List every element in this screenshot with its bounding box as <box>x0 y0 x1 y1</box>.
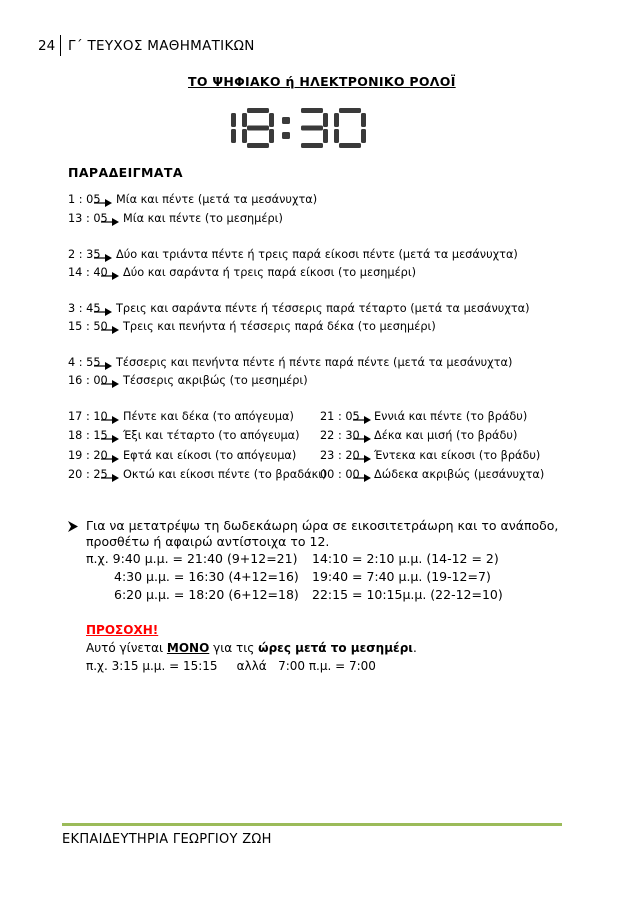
attention-text-mid: για τις <box>209 641 259 655</box>
example-row-right <box>320 449 638 465</box>
example-time: 23 : 20 <box>320 449 360 462</box>
example-time: 13 : 05 <box>68 212 108 225</box>
segment-c <box>231 129 236 143</box>
example-arrow <box>94 360 112 368</box>
example-arrow <box>353 433 371 441</box>
digital-clock <box>204 108 376 154</box>
arrow-right-icon <box>353 416 371 424</box>
example-text: Μία και πέντε (το μεσημέρι) <box>123 212 283 225</box>
example-text: Δύο και τριάντα πέντε ή τρεις παρά είκοσι πέντε (μετά τα μεσάνυχτα) <box>116 248 518 261</box>
example-text: Δύο και σαράντα ή τρεις παρά είκοσι (το μεσημέρι) <box>123 266 417 279</box>
segment-b <box>231 113 236 127</box>
arrow-right-icon <box>94 362 112 370</box>
arrow-right-icon <box>353 455 371 463</box>
example-time: 2 : 35 <box>68 248 101 261</box>
clock-display <box>204 108 376 150</box>
arrow-right-icon <box>101 435 119 443</box>
colon-dot <box>282 117 290 124</box>
example-arrow <box>101 270 119 278</box>
segment-d <box>301 143 323 148</box>
conversion-right-2: 19:40 = 7:40 μ.μ. (19-12=7) <box>312 569 491 584</box>
example-arrow <box>101 433 119 441</box>
segment-d <box>247 143 269 148</box>
example-arrow <box>101 453 119 461</box>
example-arrow <box>94 252 112 260</box>
example-time: 3 : 45 <box>68 302 101 315</box>
example-row <box>68 374 608 390</box>
example-row-right <box>320 410 638 426</box>
arrow-right-icon <box>94 254 112 262</box>
example-text: Τέσσερις και πενήντα πέντε ή πέντε παρά πέντε (μετά τα μεσάνυχτα) <box>116 356 513 369</box>
example-row <box>68 193 608 209</box>
example-arrow <box>101 324 119 332</box>
example-text: Τρεις και σαράντα πέντε ή τέσσερις παρά τέταρτο (μετά τα μεσάνυχτα) <box>116 302 530 315</box>
arrow-right-icon <box>94 199 112 207</box>
arrow-right-icon <box>101 380 119 388</box>
example-time: 21 : 05 <box>320 410 360 423</box>
segment-g <box>247 126 269 131</box>
header-title: Γ΄ ΤΕΥΧΟΣ ΜΑΘΗΜΑΤΙΚΩΝ <box>68 38 255 54</box>
example-text: Εφτά και είκοσι (το απόγευμα) <box>123 449 297 462</box>
attention-text-pre: Αυτό γίνεται <box>86 641 167 655</box>
segment-d <box>339 143 361 148</box>
segment-f <box>242 113 247 127</box>
attention-line-1 <box>86 641 417 655</box>
example-row <box>68 302 608 318</box>
attention-line-2: π.χ. 3:15 μ.μ. = 15:15 αλλά 7:00 π.μ. = 7:00 <box>86 659 376 673</box>
example-arrow <box>101 472 119 480</box>
example-row <box>68 266 608 282</box>
example-row <box>68 212 608 228</box>
bullet-arrow-icon <box>68 521 78 532</box>
arrow-right-icon <box>353 474 371 482</box>
example-arrow <box>353 453 371 461</box>
segment-g <box>301 126 323 131</box>
example-text: Εννιά και πέντε (το βράδυ) <box>374 410 528 423</box>
example-text: Δώδεκα ακριβώς (μεσάνυχτα) <box>374 468 545 481</box>
attention-text-end: . <box>412 641 417 655</box>
example-row-right <box>320 429 638 445</box>
conversion-right-3: 22:15 = 10:15μ.μ. (22-12=10) <box>312 587 503 602</box>
segment-c <box>361 129 366 143</box>
attention-mono: ΜΟΝΟ <box>166 641 210 655</box>
arrow-right-icon <box>101 455 119 463</box>
example-text: Έντεκα και είκοσι (το βράδυ) <box>374 449 541 462</box>
conversion-right-1: 14:10 = 2:10 μ.μ. (14-12 = 2) <box>312 551 499 566</box>
example-time: 15 : 50 <box>68 320 108 333</box>
example-time: 22 : 30 <box>320 429 360 442</box>
segment-c <box>323 129 328 143</box>
examples-title: ΠΑΡΑΔΕΙΓΜΑΤΑ <box>68 165 183 180</box>
example-time: 19 : 20 <box>68 449 108 462</box>
example-text: Δέκα και μισή (το βράδυ) <box>374 429 518 442</box>
rule-line-2: προσθέτω ή αφαιρώ αντίστοιχα το 12. <box>86 534 330 549</box>
example-arrow <box>101 378 119 386</box>
example-time: 20 : 25 <box>68 468 108 481</box>
example-text: Τρεις και πενήντα ή τέσσερις παρά δέκα (το μεσημέρι) <box>123 320 436 333</box>
example-text: Μία και πέντε (μετά τα μεσάνυχτα) <box>116 193 318 206</box>
segment-c <box>269 129 274 143</box>
example-arrow <box>101 216 119 224</box>
footer-line <box>62 823 562 826</box>
example-arrow <box>94 197 112 205</box>
arrow-right-icon <box>101 272 119 280</box>
example-text: Πέντε και δέκα (το απόγευμα) <box>123 410 294 423</box>
segment-b <box>361 113 366 127</box>
conversion-left-2: 4:30 μ.μ. = 16:30 (4+12=16) <box>114 569 299 584</box>
colon-dot <box>282 132 290 139</box>
example-row <box>68 356 608 372</box>
example-arrow <box>353 472 371 480</box>
example-time: 16 : 00 <box>68 374 108 387</box>
arrow-right-icon <box>353 435 371 443</box>
conversion-left-1: π.χ. 9:40 μ.μ. = 21:40 (9+12=21) <box>86 551 298 566</box>
header-separator <box>60 35 61 56</box>
attention-bold: ώρες μετά το μεσημέρι <box>258 641 413 655</box>
example-row <box>68 248 608 264</box>
rule-bullet <box>68 519 78 534</box>
footer-text: ΕΚΠΑΙΔΕΥΤΗΡΙΑ ΓΕΩΡΓΙΟΥ ΖΩΗ <box>62 832 272 847</box>
rule-line-1: Για να μετατρέψω τη δωδεκάωρη ώρα σε εικοσιτετράωρη και το ανάποδο, <box>86 518 559 533</box>
segment-e <box>334 129 339 143</box>
attention-label: ΠΡΟΣΟΧΗ! <box>86 623 159 637</box>
example-time: 14 : 40 <box>68 266 108 279</box>
arrow-right-icon <box>94 308 112 316</box>
arrow-right-icon <box>101 218 119 226</box>
segment-b <box>323 113 328 127</box>
segment-b <box>269 113 274 127</box>
example-text: Οκτώ και είκοσι πέντε (το βραδάκι) <box>123 468 327 481</box>
arrow-right-icon <box>101 326 119 334</box>
segment-f <box>334 113 339 127</box>
example-time: 18 : 15 <box>68 429 108 442</box>
example-arrow <box>101 414 119 422</box>
conversion-left-3: 6:20 μ.μ. = 18:20 (6+12=18) <box>114 587 299 602</box>
example-time: 00 : 00 <box>320 468 360 481</box>
example-time: 4 : 55 <box>68 356 101 369</box>
example-arrow <box>94 306 112 314</box>
main-title: ΤΟ ΨΗΦΙΑΚΟ ή ΗΛΕΚΤΡΟΝΙΚΟ ΡΟΛΟΪ <box>188 74 456 89</box>
page-number: 24 <box>38 38 56 54</box>
example-text: Έξι και τέταρτο (το απόγευμα) <box>123 429 300 442</box>
page-header <box>38 38 438 58</box>
segment-a <box>339 108 361 113</box>
example-row-right <box>320 468 638 484</box>
arrow-right-icon <box>101 474 119 482</box>
arrow-right-icon <box>101 416 119 424</box>
example-time: 17 : 10 <box>68 410 108 423</box>
example-arrow <box>353 414 371 422</box>
segment-a <box>301 108 323 113</box>
example-time: 1 : 05 <box>68 193 101 206</box>
example-text: Τέσσερις ακριβώς (το μεσημέρι) <box>123 374 308 387</box>
segment-a <box>247 108 269 113</box>
example-row <box>68 320 608 336</box>
segment-e <box>242 129 247 143</box>
